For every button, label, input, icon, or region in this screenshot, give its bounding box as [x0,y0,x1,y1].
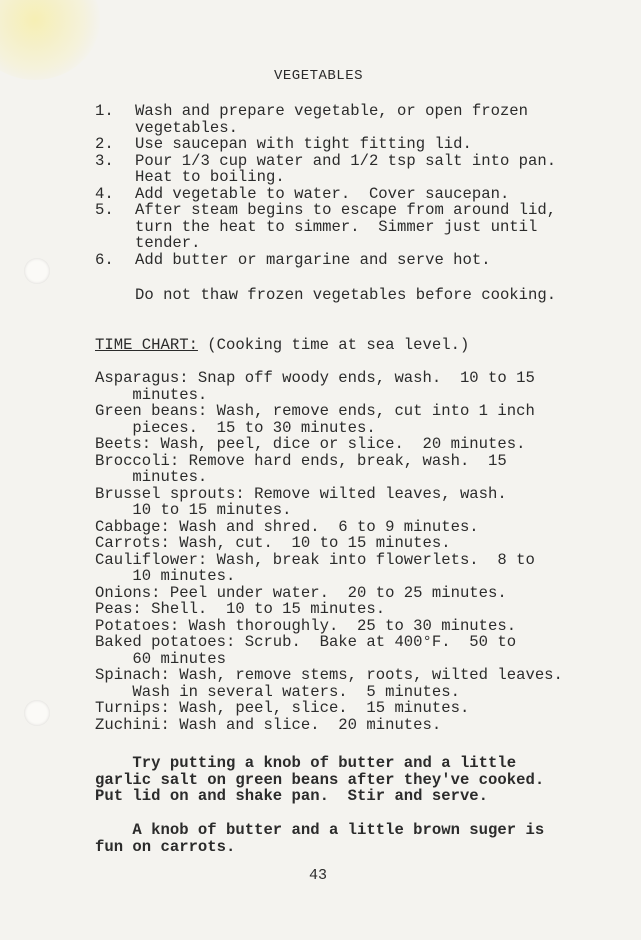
time-chart-entry: minutes. [95,468,208,486]
step-number: 6. [95,250,114,269]
page-title: VEGETABLES [274,68,364,84]
time-chart-entry: Broccoli: Remove hard ends, break, wash. 15 [95,451,507,470]
time-chart-entry: Onions: Peel under water. 20 to 25 minutes. [95,583,507,602]
time-chart-entry: Zuchini: Wash and slice. 20 minutes. [95,715,442,734]
step-number: 1. [95,102,114,120]
page-number: 43 [309,867,328,884]
time-chart-entry: minutes. [95,385,208,404]
step-number: 2. [95,135,114,153]
tip-line: fun on carrots. [95,837,236,856]
time-chart-entry: Asparagus: Snap off woody ends, wash. 10 to 15 [95,369,535,387]
step-number: 4. [95,184,114,203]
time-chart-entry: 10 minutes. [95,567,236,585]
time-chart-entry: 10 to 15 minutes. [95,501,292,519]
time-chart-entry: 60 minutes [95,649,227,668]
time-chart-entry: Carrots: Wash, cut. 10 to 15 minutes. [95,534,451,552]
step-text: Use saucepan with tight fitting lid. [135,135,472,153]
time-chart-entry: Green beans: Wash, remove ends, cut into 1 inch [95,402,535,420]
time-chart-subheading: (Cooking time at sea level.) [197,336,470,354]
time-chart-entry: Beets: Wash, peel, dice or slice. 20 minutes. [95,435,526,453]
step-text: After steam begins to escape from around lid, [135,201,557,219]
time-chart-entry: Wash in several waters. 5 minutes. [95,682,460,701]
time-chart-heading: TIME CHART: [95,336,198,354]
time-chart-entry: Cauliflower: Wash, break into flowerlets. 8 to [95,550,535,569]
tip-line: garlic salt on green beans after they've cooked. [95,770,545,789]
time-chart-entry: Baked potatoes: Scrub. Bake at 400°F. 50 to [95,633,517,651]
time-chart-entry: Peas: Shell. 10 to 15 minutes. [95,600,386,618]
step-text: tender. [135,234,201,252]
time-chart-entry: Turnips: Wash, peel, slice. 15 minutes. [95,699,470,717]
step-text: Wash and prepare vegetable, or open frozen [135,102,529,120]
time-chart-entry: pieces. 15 to 30 minutes. [95,418,376,437]
tip-line: Try putting a knob of butter and a little [95,754,517,772]
step-number: 5. [95,201,114,219]
time-chart-heading-line [95,337,469,354]
step-text: vegetables. [135,118,238,137]
binder-hole [24,700,50,726]
step-text: turn the heat to simmer. Simmer just until [135,217,538,236]
tip-line: A knob of butter and a little brown suger is [95,821,545,839]
tip-line: Put lid on and shake pan. Stir and serve. [95,787,489,805]
time-chart-entry: Spinach: Wash, remove stems, roots, wilted leaves. [95,666,563,684]
step-number: 3. [95,151,114,170]
paper-stain [0,0,100,80]
time-chart-entry: Potatoes: Wash thoroughly. 25 to 30 minutes. [95,616,517,635]
step-text: Add butter or margarine and serve hot. [135,250,491,269]
note-text: Do not thaw frozen vegetables before cooking. [135,286,557,304]
time-chart-entry: Cabbage: Wash and shred. 6 to 9 minutes. [95,517,479,536]
step-text: Pour 1/3 cup water and 1/2 tsp salt into pan. [135,151,557,170]
step-text: Heat to boiling. [135,168,285,186]
step-text: Add vegetable to water. Cover saucepan. [135,184,510,203]
binder-hole [24,258,50,284]
time-chart-entry: Brussel sprouts: Remove wilted leaves, wash. [95,484,507,503]
